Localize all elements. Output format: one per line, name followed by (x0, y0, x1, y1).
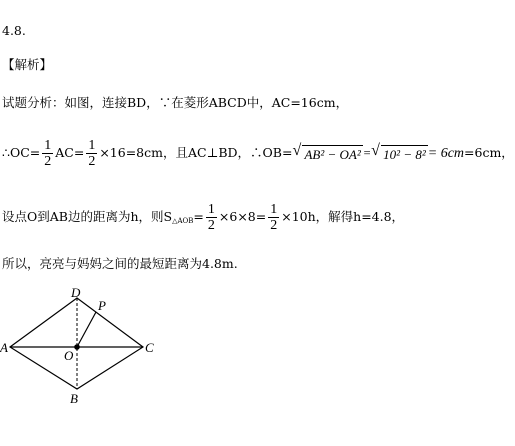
analysis-line-2 (2, 138, 514, 169)
fraction-numerator: 1 (270, 202, 278, 217)
fraction-numerator: 1 (44, 138, 52, 153)
label-c: C (145, 340, 154, 355)
radical-sign: √ (371, 141, 380, 159)
fraction-half-4 (268, 202, 279, 233)
line3-prefix: 设点O到AB边的距离为h，则S (2, 209, 173, 224)
section-heading: 【解析】 (2, 57, 53, 72)
label-d: D (71, 288, 81, 300)
analysis-line-4: 所以，亮亮与妈妈之间的最短距离为4.8m. (2, 256, 238, 271)
ac-equals: AC= (55, 145, 85, 160)
analysis-line-3 (2, 202, 404, 233)
line3-tail: ×10h，解得h=4.8， (281, 209, 405, 224)
fraction-half-3 (206, 202, 217, 233)
fraction-half (42, 138, 53, 169)
sqrt-expression-2 (371, 141, 428, 163)
point-o (74, 344, 80, 350)
line2-tail: =6cm， (464, 145, 514, 160)
equals-6cm-italic: = 6cm (427, 146, 465, 161)
fraction-denominator: 2 (270, 218, 278, 233)
fraction-numerator: 1 (88, 138, 96, 153)
fraction-denominator: 2 (88, 154, 96, 169)
line3-mid: ×6×8= (218, 209, 267, 224)
label-p: P (98, 298, 106, 313)
radical-sign: √ (292, 141, 302, 159)
line3-eq: = (193, 209, 204, 224)
times-16-text: ×16=8cm，且AC⊥BD，∴OB= (99, 145, 293, 160)
fraction-half-2 (86, 138, 97, 169)
label-o: O (64, 348, 74, 363)
radicand-1: AB² − OA² (304, 146, 361, 162)
therefore-oc: ∴OC= (2, 145, 41, 160)
rhombus-figure (0, 288, 170, 413)
answer-text: 4.8. (2, 23, 26, 38)
label-b: B (70, 391, 78, 406)
triangle-aob-subscript: △AOB (172, 217, 194, 225)
fraction-denominator: 2 (207, 218, 215, 233)
equals-sign-1: = (362, 146, 372, 160)
fraction-numerator: 1 (207, 202, 215, 217)
radicand-2: 10² − 8² (383, 146, 426, 162)
analysis-line-1: 试题分析：如图，连接BD，∵在菱形ABCD中，AC=16cm， (2, 95, 349, 110)
fraction-denominator: 2 (44, 154, 52, 169)
segment-op (77, 312, 96, 347)
sqrt-expression-1 (292, 141, 362, 163)
label-a: A (0, 340, 8, 355)
